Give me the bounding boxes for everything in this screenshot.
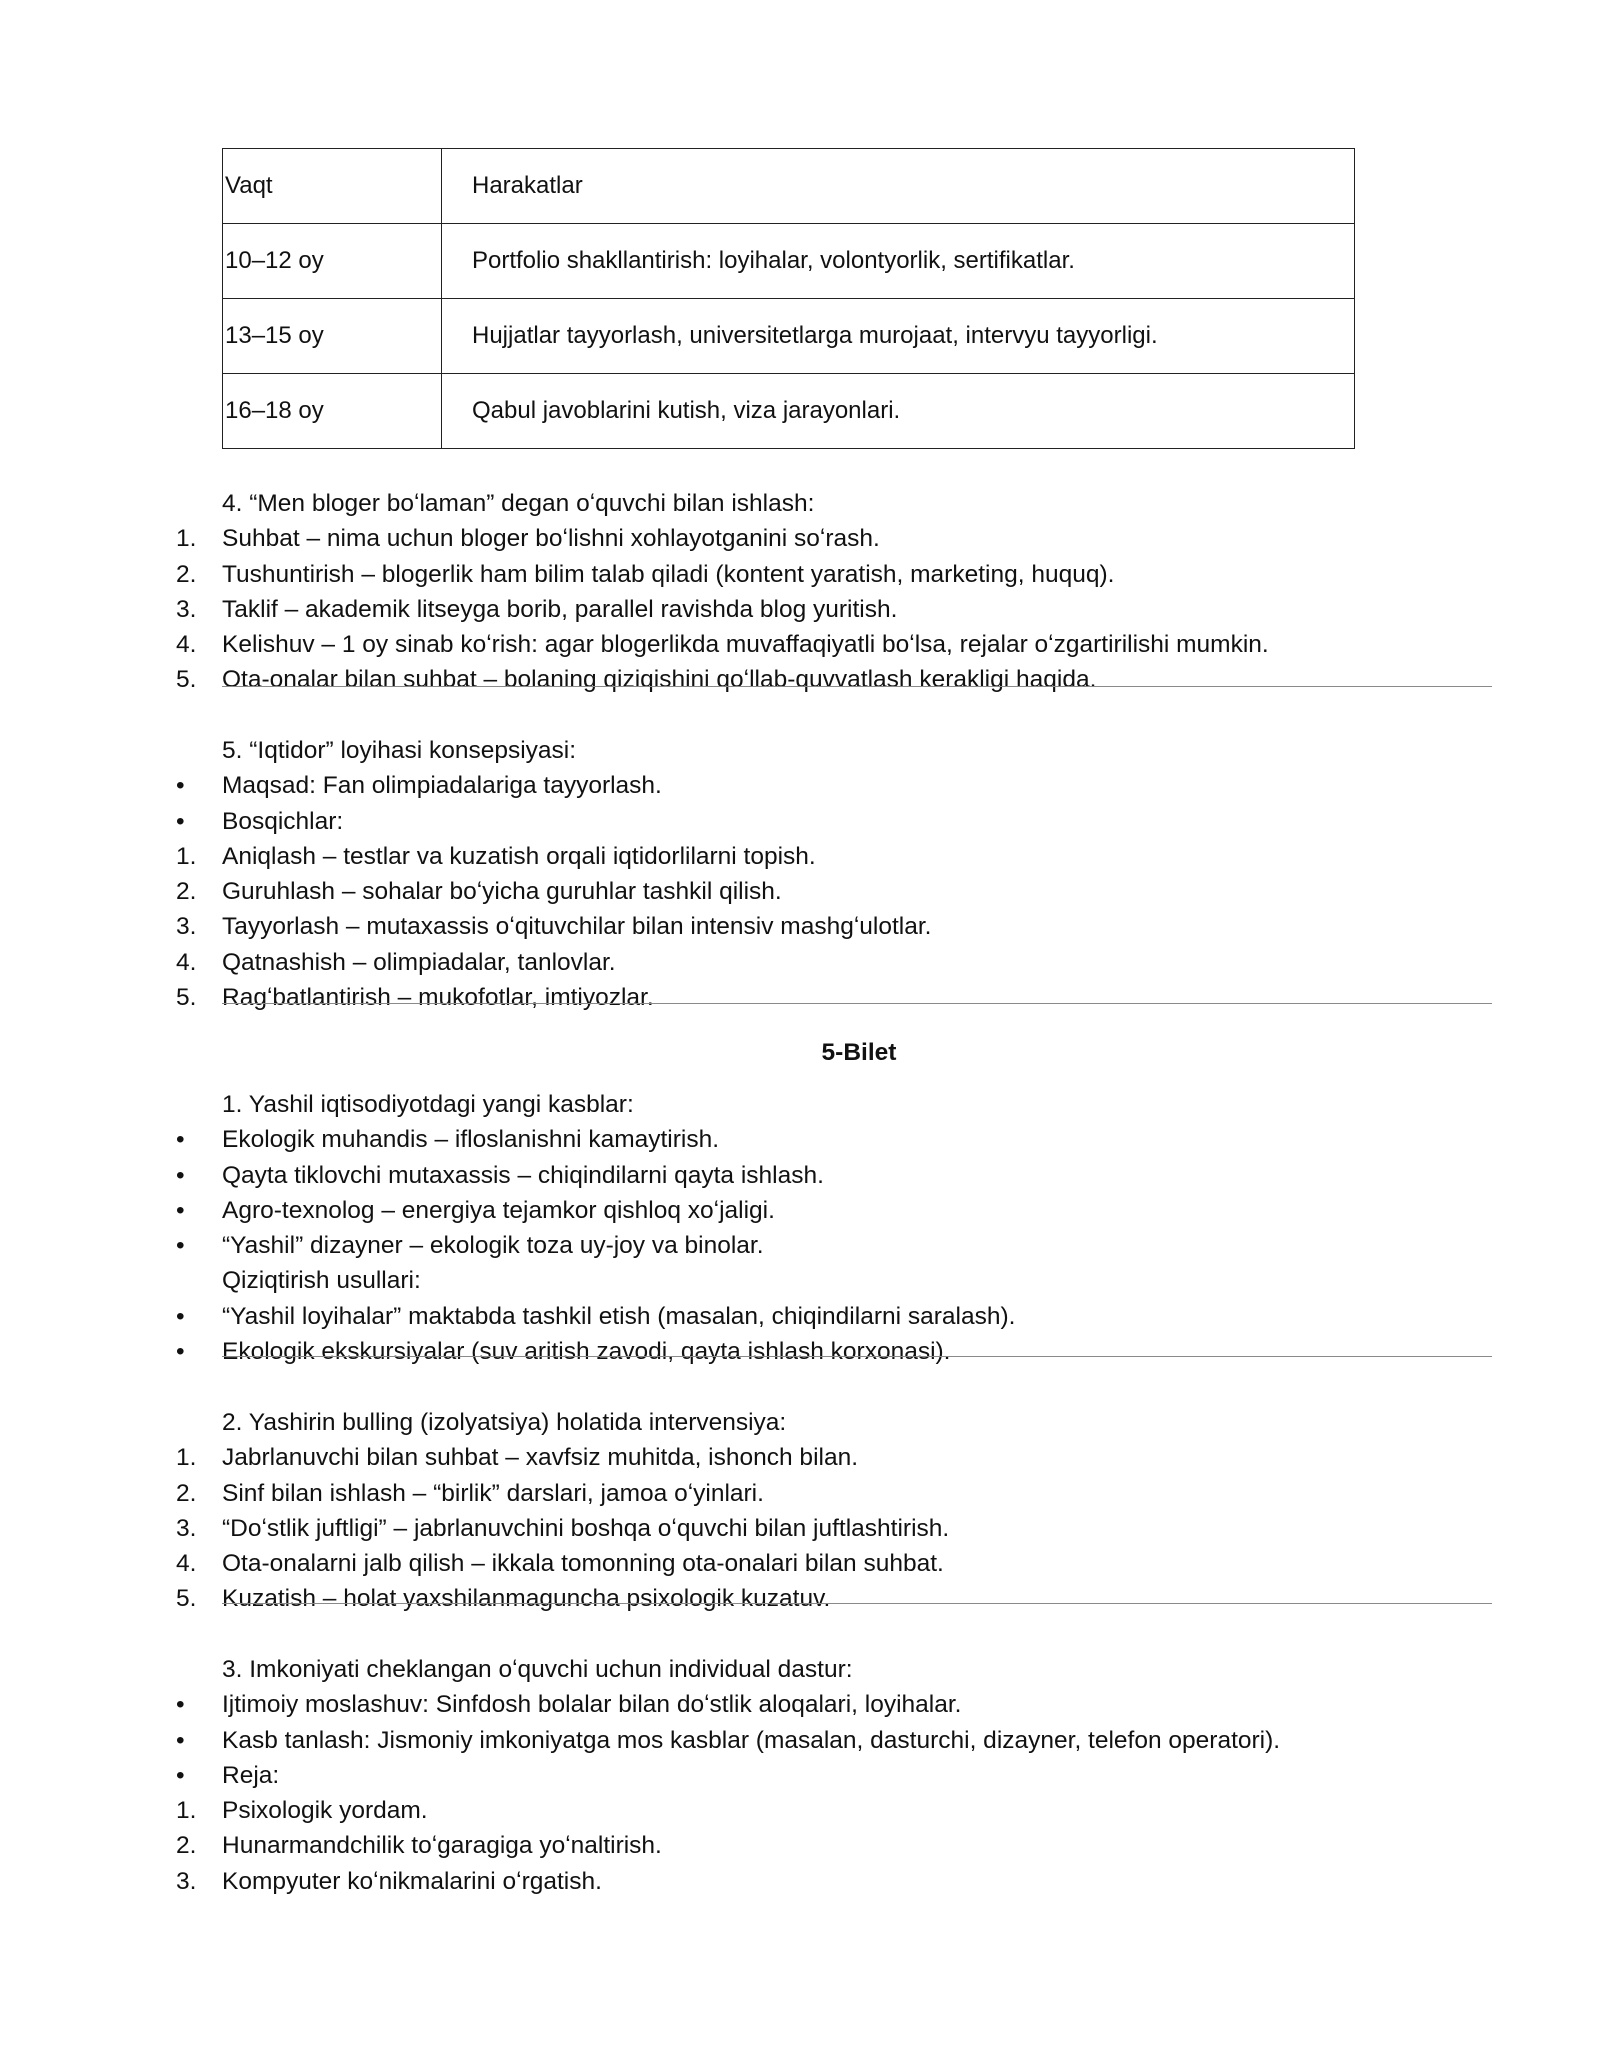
section-heading [0,733,1600,768]
list-item-text: Kuzatish – holat yaxshilanmaguncha psixologik kuzatuv. [222,1585,831,1613]
list-item-text: 3. Imkoniyati cheklangan oʻquvchi uchun individual dastur: [222,1656,853,1683]
list-item-text: Tayyorlash – mutaxassis oʻqituvchilar bilan intensiv mashgʻulotlar. [222,913,932,941]
list-item-text: Psixologik yordam. [222,1797,428,1825]
list-item-text: Qiziqtirish usullari: [222,1267,421,1295]
list-item [0,1864,1600,1899]
list-number: 1. [176,525,197,553]
list-item [0,1723,1600,1758]
list-item [0,1122,1600,1157]
list-number: 5. [176,984,197,1012]
list-item-text: Ota-onalar bilan suhbat – bolaning qiziqishini qoʻllab-quvvatlash kerakligi haqida. [222,666,1097,694]
bullet-marker: • [176,1761,185,1789]
bullet-marker: • [176,1126,185,1154]
list-item [0,1687,1600,1722]
section-heading [0,1263,1600,1298]
list-number: 2. [176,878,197,906]
section-divider [222,1603,1492,1604]
list-number: 4. [176,631,197,659]
list-item [0,945,1600,980]
list-item-text: Taklif – akademik litseyga borib, parallel ravishda blog yuritish. [222,595,898,623]
list-number: 1. [176,1444,197,1472]
document-section [0,1652,1600,1899]
list-item-text: Qayta tiklovchi mutaxassis – chiqindilarni qayta ishlash. [222,1161,824,1189]
list-item-text: Suhbat – nima uchun bloger boʻlishni xohlayotganini soʻrash. [222,525,880,553]
list-item-text: Agro-texnolog – energiya tejamkor qishloq xoʻjaligi. [222,1196,775,1224]
list-number: 1. [176,842,197,870]
bullet-marker: • [176,1161,185,1189]
bullet-marker: • [176,1338,185,1366]
list-item-text: 4. “Men bloger boʻlaman” degan oʻquvchi bilan ishlash: [222,490,815,517]
table-cell: 16–18 oy [223,374,442,449]
bullet-marker: • [176,1196,185,1224]
list-item-text: Kasb tanlash: Jismoniy imkoniyatga mos kasblar (masalan, dasturchi, dizayner, telefon operatori). [222,1726,1281,1754]
section-heading [0,1405,1600,1440]
table-cell: Portfolio shakllantirish: loyihalar, volontyorlik, sertifikatlar. [442,224,1355,299]
list-item [0,1581,1600,1616]
bullet-marker: • [176,1302,185,1330]
list-item [0,909,1600,944]
list-number: 1. [176,1797,197,1825]
list-item-text: 2. Yashirin bulling (izolyatsiya) holatida intervensiya: [222,1409,787,1436]
list-item-text: “Yashil loyihalar” maktabda tashkil etish (masalan, chiqindilarni saralash). [222,1302,1016,1330]
list-item-text: Maqsad: Fan olimpiadalariga tayyorlash. [222,772,662,800]
list-item [0,1476,1600,1511]
ticket-title: 5-Bilet [821,1039,897,1066]
list-item [0,1793,1600,1828]
bullet-marker: • [176,1691,185,1719]
list-item [0,1158,1600,1193]
list-item [0,804,1600,839]
list-item-text: Kelishuv – 1 oy sinab koʻrish: agar blogerlikda muvaffaqiyatli boʻlsa, rejalar oʻzgartirilishi mumkin. [222,631,1269,659]
document-section [0,733,1600,1015]
list-item-text: 1. Yashil iqtisodiyotdagi yangi kasblar: [222,1091,634,1118]
list-item [0,1228,1600,1263]
section-heading [0,1652,1600,1687]
document-section [0,1405,1600,1617]
table-row [223,374,1355,449]
list-item [0,521,1600,556]
table-header-cell: Harakatlar [442,149,1355,224]
list-item-text: Kompyuter koʻnikmalarini oʻrgatish. [222,1867,602,1895]
list-item-text: 5. “Iqtidor” loyihasi konsepsiyasi: [222,737,577,764]
list-item [0,1334,1600,1369]
list-item-text: Ragʻbatlantirish – mukofotlar, imtiyozlar. [222,984,654,1012]
table-header-cell: Vaqt [223,149,442,224]
table-cell: 10–12 oy [223,224,442,299]
list-item [0,662,1600,697]
list-number: 2. [176,560,197,588]
list-item [0,627,1600,662]
bullet-marker: • [176,1232,185,1260]
list-item [0,980,1600,1015]
list-item-text: “Yashil” dizayner – ekologik toza uy-joy va binolar. [222,1232,764,1260]
section-divider [222,1003,1492,1004]
list-item-text: Sinf bilan ishlash – “birlik” darslari, jamoa oʻyinlari. [222,1479,764,1507]
list-item [0,768,1600,803]
list-item [0,1440,1600,1475]
list-item [0,592,1600,627]
list-number: 4. [176,948,197,976]
section-divider [222,1356,1492,1357]
table-row [223,224,1355,299]
list-item [0,1299,1600,1334]
bullet-marker: • [176,1726,185,1754]
list-item [0,874,1600,909]
list-item-text: “Doʻstlik juftligi” – jabrlanuvchini boshqa oʻquvchi bilan juftlashtirish. [222,1514,950,1542]
document-section [0,1087,1600,1369]
section-heading [0,1087,1600,1122]
list-item [0,1511,1600,1546]
list-number: 3. [176,1867,197,1895]
list-item [0,1546,1600,1581]
list-item [0,839,1600,874]
list-item [0,1193,1600,1228]
list-item-text: Ekologik ekskursiyalar (suv aritish zavodi, qayta ishlash korxonasi). [222,1338,951,1366]
list-number: 3. [176,1514,197,1542]
section-heading [0,486,1600,521]
table-cell: Qabul javoblarini kutish, viza jarayonlari. [442,374,1355,449]
list-item [0,1758,1600,1793]
list-item-text: Tushuntirish – blogerlik ham bilim talab qiladi (kontent yaratish, marketing, huquq). [222,560,1115,588]
section-divider [222,686,1492,687]
list-number: 4. [176,1550,197,1578]
list-item-text: Bosqichlar: [222,807,344,835]
list-item-text: Guruhlash – sohalar boʻyicha guruhlar tashkil qilish. [222,878,782,906]
document-section [0,486,1600,698]
list-item-text: Ekologik muhandis – ifloslanishni kamaytirish. [222,1126,720,1154]
table-cell: Hujjatlar tayyorlash, universitetlarga murojaat, intervyu tayyorligi. [442,299,1355,374]
list-number: 2. [176,1832,197,1860]
bullet-marker: • [176,807,185,835]
list-item-text: Hunarmandchilik toʻgaragiga yoʻnaltirish. [222,1832,662,1860]
list-number: 5. [176,666,197,694]
list-item-text: Ijtimoiy moslashuv: Sinfdosh bolalar bilan doʻstlik aloqalari, loyihalar. [222,1691,962,1719]
list-number: 2. [176,1479,197,1507]
list-item-text: Ota-onalarni jalb qilish – ikkala tomonning ota-onalari bilan suhbat. [222,1550,944,1578]
list-item-text: Aniqlash – testlar va kuzatish orqali iqtidorlilarni topish. [222,842,816,870]
bullet-marker: • [176,772,185,800]
list-number: 3. [176,913,197,941]
list-item-text: Jabrlanuvchi bilan suhbat – xavfsiz muhitda, ishonch bilan. [222,1444,859,1472]
list-item-text: Reja: [222,1761,280,1789]
table-cell: 13–15 oy [223,299,442,374]
table-header-row [223,149,1355,224]
list-item-text: Qatnashish – olimpiadalar, tanlovlar. [222,948,616,976]
list-item [0,557,1600,592]
timeline-table [222,148,1355,449]
list-number: 3. [176,595,197,623]
table-row [223,299,1355,374]
list-item [0,1828,1600,1863]
list-number: 5. [176,1585,197,1613]
